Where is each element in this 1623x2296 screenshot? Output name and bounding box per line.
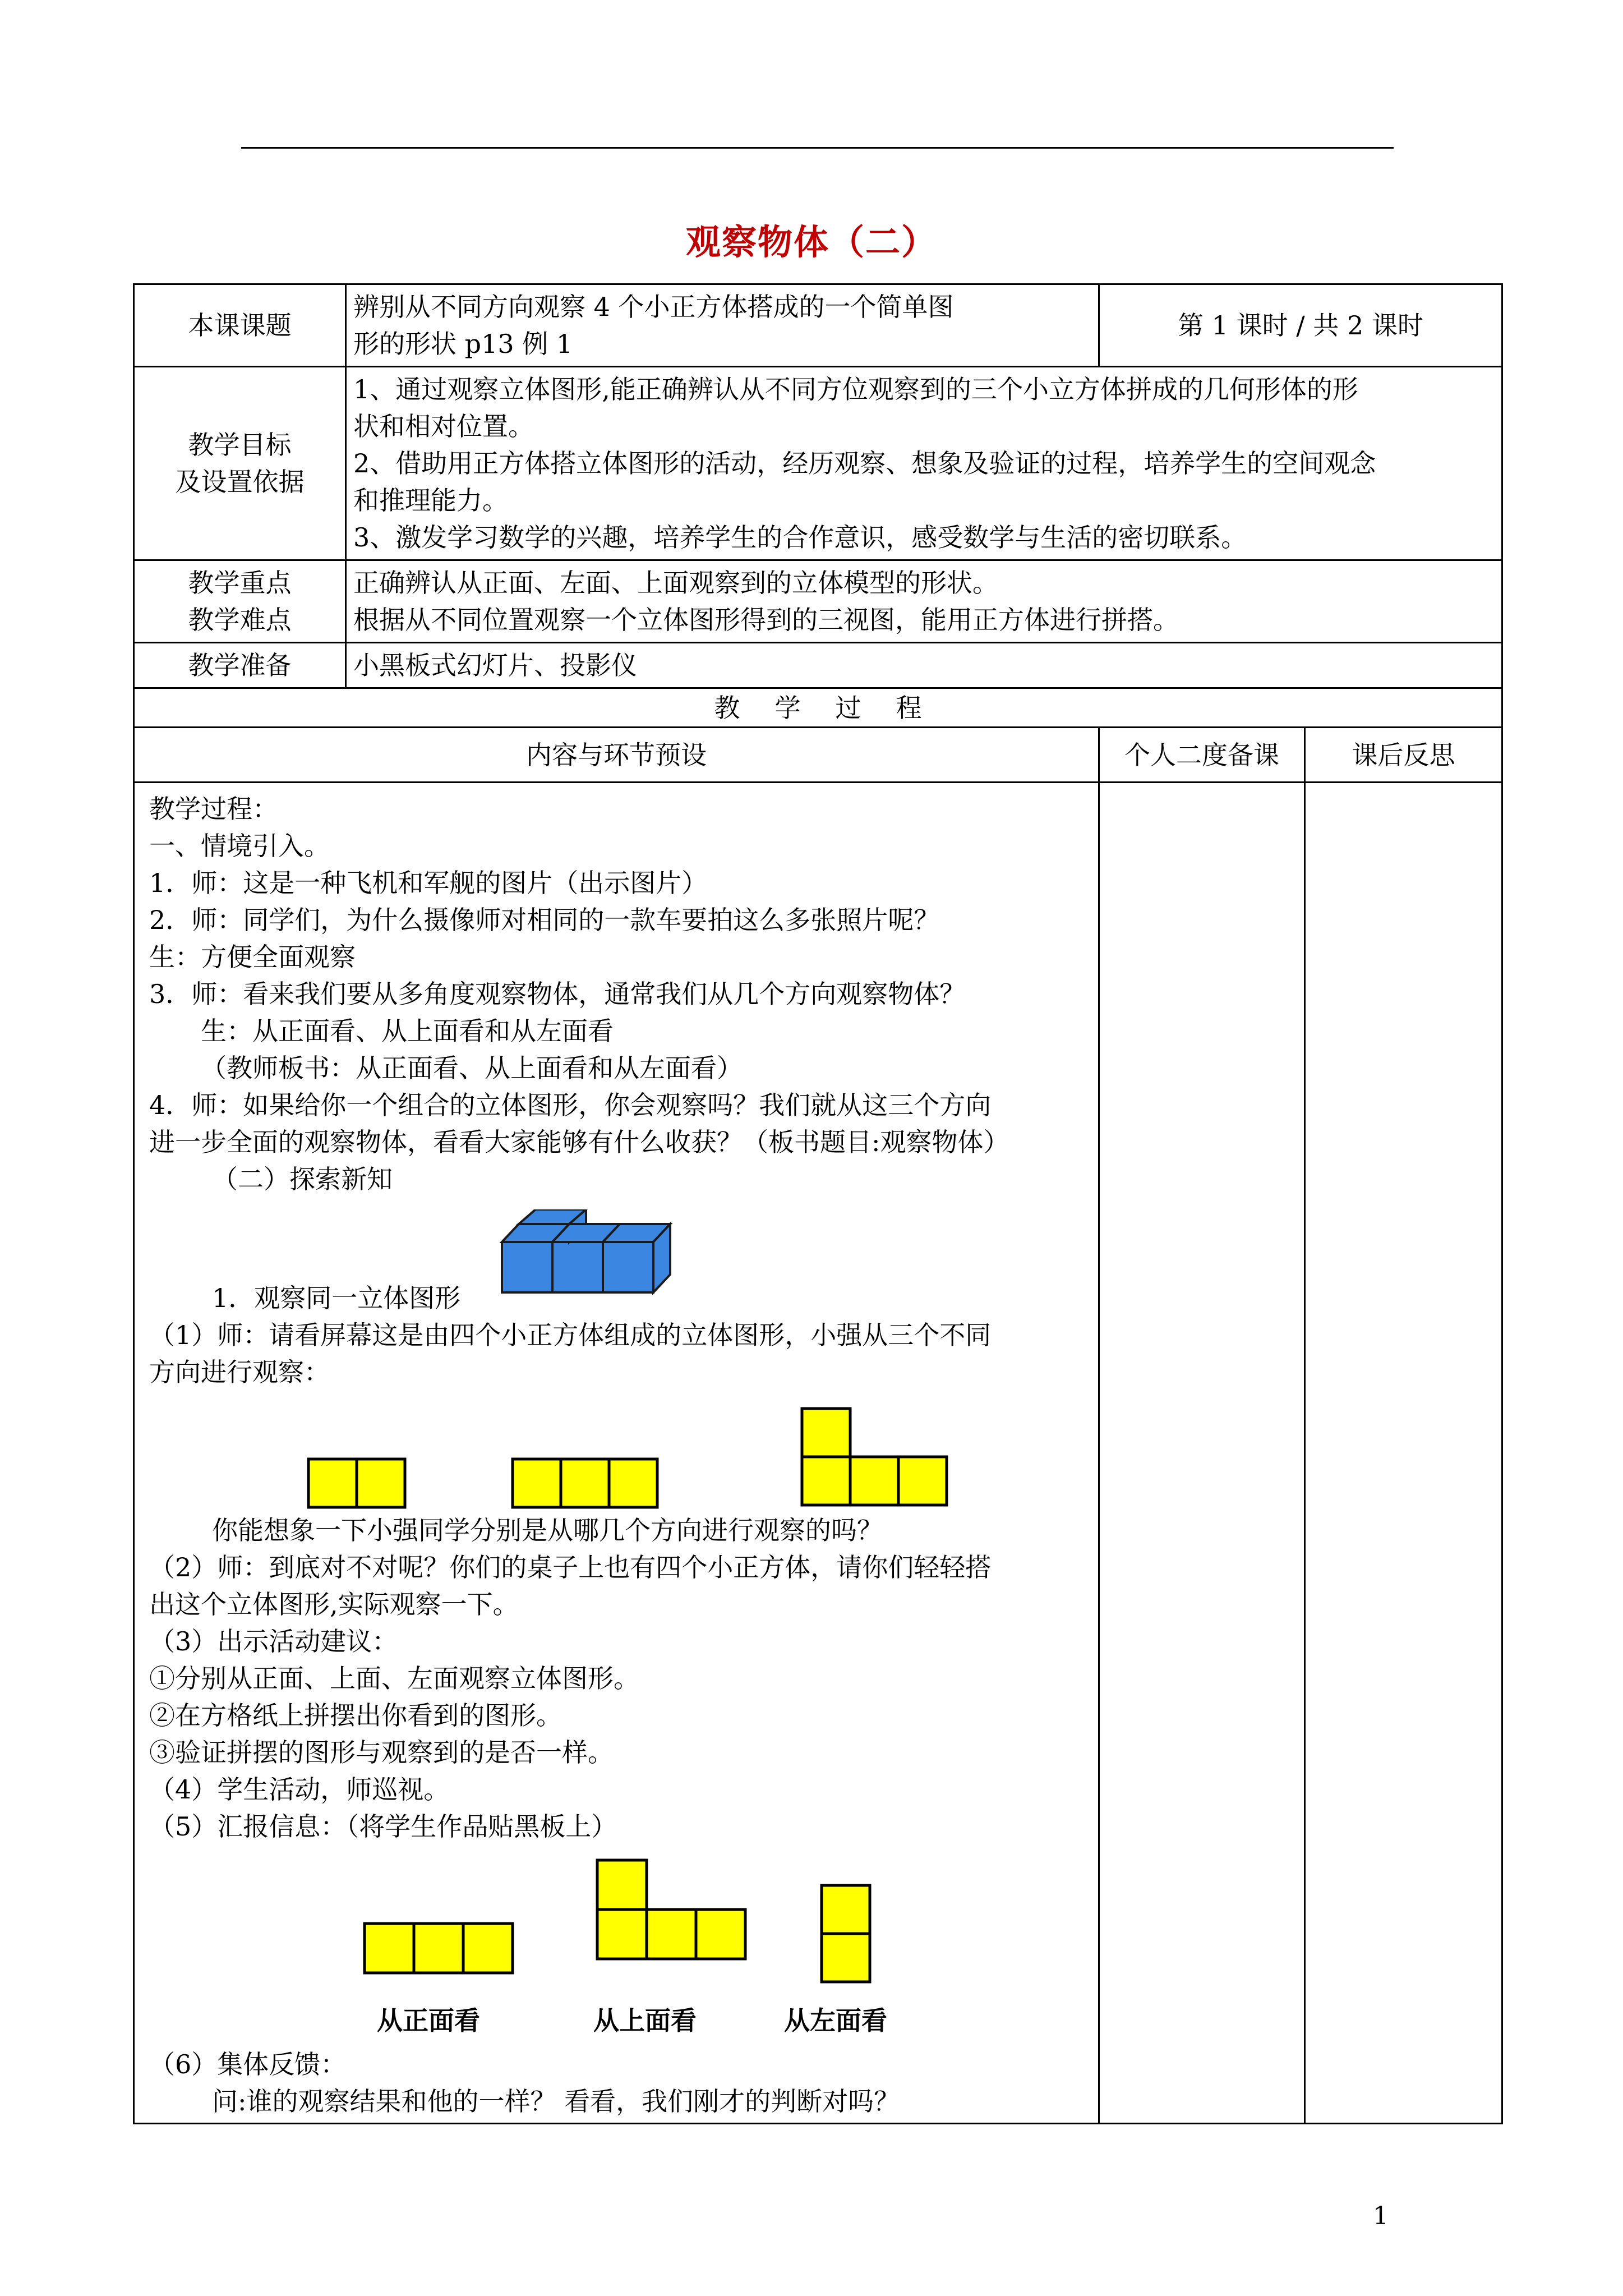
difficulty-label: 教学难点 — [188, 605, 292, 635]
process-line: （教师板书：从正面看、从上面看和从左面看） — [201, 1053, 743, 1083]
process-line: 进一步全面的观察物体，看看大家能够有什么收获？（板书题目:观察物体） — [149, 1127, 1009, 1157]
topic-label: 本课课题 — [134, 284, 346, 367]
process-line: 问:谁的观察结果和他的一样？ 看看，我们刚才的判断对吗？ — [212, 2086, 900, 2116]
reflection-cell — [1305, 783, 1502, 2124]
top-view — [597, 1860, 745, 1959]
page-number: 1 — [1373, 2202, 1389, 2230]
goal-line: 3、激发学习数学的兴趣，培养学生的合作意识，感受数学与生活的密切联系。 — [353, 522, 1247, 553]
process-line: ③验证拼摆的图形与观察到的是否一样。 — [149, 1737, 614, 1768]
process-header: 教学过程 — [134, 688, 1502, 728]
col-content-header: 内容与环节预设 — [134, 728, 1099, 783]
header-rule — [241, 147, 1394, 149]
process-line: 生：从正面看、从上面看和从左面看 — [201, 1016, 614, 1046]
topic-row — [134, 284, 1502, 367]
process-line: （5）汇报信息：（将学生作品贴黑板上） — [149, 1811, 617, 1842]
key-difficulty-label — [134, 560, 346, 643]
goals-text — [346, 367, 1502, 560]
process-line: 3．师：看来我们要从多角度观察物体，通常我们从几个方向观察物体？ — [149, 979, 966, 1009]
col-personal-header: 个人二度备课 — [1099, 728, 1305, 783]
process-line: 生：方便全面观察 — [149, 942, 356, 972]
col-reflection-header: 课后反思 — [1305, 728, 1502, 783]
caption-top: 从上面看 — [593, 2005, 697, 2036]
goal-line: 状和相对位置。 — [353, 411, 534, 441]
process-line: （3）出示活动建议： — [149, 1626, 398, 1657]
process-line: 你能想象一下小强同学分别是从哪几个方向进行观察的吗？ — [212, 1515, 883, 1545]
process-line: （1）师：请看屏幕这是由四个小正方体组成的立体图形，小强从三个不同 — [149, 1320, 992, 1350]
difficulty-text: 根据从不同位置观察一个立体图形得到的三视图，能用正方体进行拼搭。 — [353, 605, 1179, 635]
left-view — [822, 1885, 870, 1982]
process-line: ①分别从正面、上面、左面观察立体图形。 — [149, 1663, 639, 1694]
front-view — [365, 1924, 513, 1973]
key-difficulty-row — [134, 560, 1502, 643]
process-line: （6）集体反馈： — [149, 2049, 347, 2079]
process-line: 1．师：这是一种飞机和军舰的图片（出示图片） — [149, 868, 708, 898]
process-line: 方向进行观察： — [149, 1357, 330, 1387]
process-header-row — [134, 688, 1502, 728]
goal-line: 1、通过观察立体图形,能正确辨认从不同方位观察到的三个小立方体拼成的几何形体的形 — [353, 374, 1358, 404]
topic-line-1: 辨别从不同方向观察 4 个小正方体搭成的一个简单图 — [353, 292, 954, 322]
caption-left: 从左面看 — [784, 2005, 887, 2036]
goals-row — [134, 367, 1502, 560]
process-line: ②在方格纸上拼摆出你看到的图形。 — [149, 1700, 562, 1731]
columns-header-row — [134, 728, 1502, 783]
goals-label-1: 教学目标 — [188, 430, 292, 460]
goal-line: 2、借助用正方体搭立体图形的活动，经历观察、想象及验证的过程，培养学生的空间观念 — [353, 448, 1376, 478]
process-body-row — [134, 783, 1502, 2124]
key-label: 教学重点 — [188, 568, 292, 598]
prep-label: 教学准备 — [134, 643, 346, 688]
process-line: 4．师：如果给你一个组合的立体图形，你会观察吗？我们就从这三个方向 — [149, 1090, 992, 1120]
goals-label — [134, 367, 346, 560]
topic-line-2: 形的形状 p13 例 1 — [353, 329, 573, 359]
lesson-info: 第 1 课时 / 共 2 课时 — [1099, 284, 1502, 367]
page-title: 观察物体（二） — [685, 222, 937, 263]
prep-row — [134, 643, 1502, 688]
process-line: 一、情境引入。 — [149, 831, 330, 861]
prep-text: 小黑板式幻灯片、投影仪 — [346, 643, 1502, 688]
process-line: 教学过程： — [149, 794, 278, 824]
process-line: 1．观察同一立体图形 — [212, 1283, 461, 1313]
key-text: 正确辨认从正面、左面、上面观察到的立体模型的形状。 — [353, 568, 998, 598]
goal-line: 和推理能力。 — [353, 485, 508, 516]
process-line: （2）师：到底对不对呢？你们的桌子上也有四个小正方体，请你们轻轻搭 — [149, 1552, 992, 1582]
student-views-figure — [359, 1855, 1088, 2040]
process-line: 出这个立体图形,实际观察一下。 — [149, 1589, 519, 1619]
process-content — [134, 783, 1099, 2124]
topic-text — [346, 284, 1099, 367]
goals-label-2: 及设置依据 — [175, 467, 305, 497]
process-line: （二）探索新知 — [212, 1164, 393, 1194]
lesson-plan-table — [133, 283, 1503, 2124]
caption-front: 从正面看 — [377, 2005, 480, 2036]
key-difficulty-text — [346, 560, 1502, 643]
cube-model-figure — [496, 1209, 676, 1322]
process-line: 2．师：同学们，为什么摄像师对相同的一款车要拍这么多张照片呢？ — [149, 905, 940, 935]
process-line: （4）学生活动，师巡视。 — [149, 1774, 450, 1805]
